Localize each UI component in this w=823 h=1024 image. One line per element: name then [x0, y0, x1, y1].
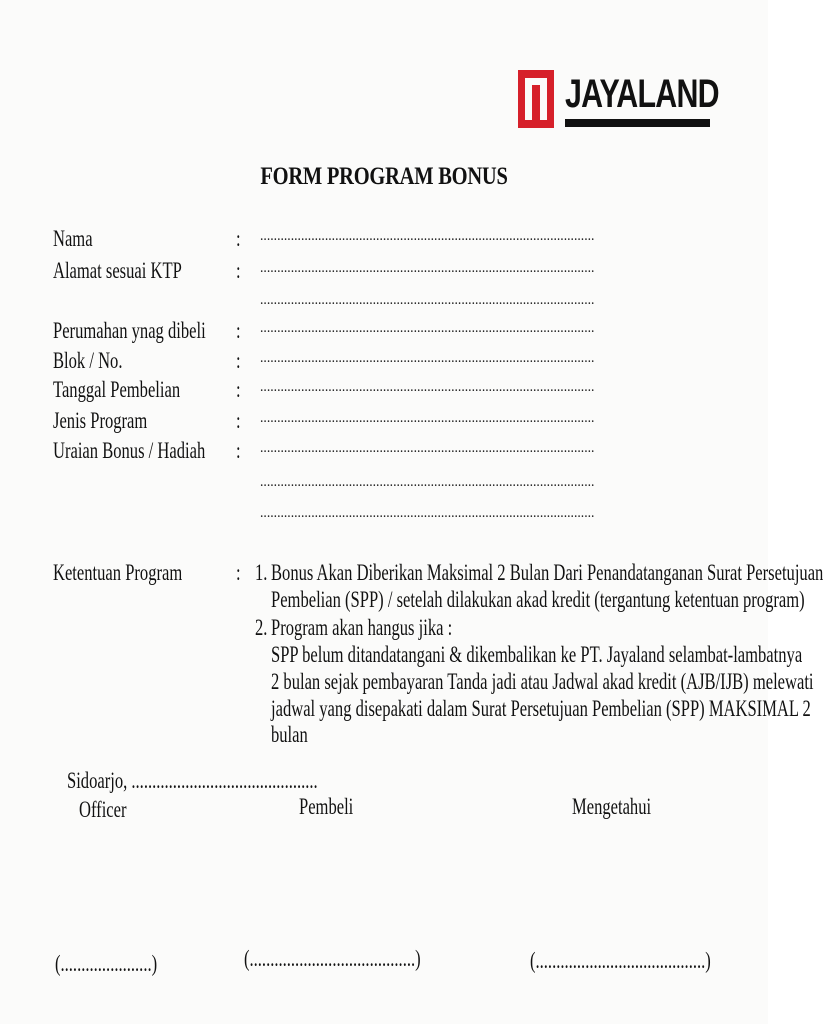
field-row-alamat-continued	[0, 290, 768, 320]
field-label: Alamat sesuai KTP	[53, 258, 182, 283]
logo-text: JAYALAND	[565, 72, 719, 116]
ketentuan-line: jadwal yang disepakati dalam Surat Persetujuan Pembelian (SPP) MAKSIMAL 2	[271, 696, 811, 721]
field-row-uraian-continued-2	[0, 503, 768, 533]
field-colon: :	[236, 348, 241, 373]
ketentuan-line: Pembelian (SPP) / setelah dilakukan akad kredit (tergantung ketentuan program)	[271, 587, 805, 612]
field-row-uraian-bonus	[0, 438, 768, 468]
field-label: Uraian Bonus / Hadiah	[53, 438, 206, 463]
logo-underline	[565, 119, 710, 127]
field-label: Nama	[53, 226, 93, 251]
ketentuan-item-number: 2.	[255, 615, 268, 640]
field-blank[interactable]: ..................................................................................................	[260, 440, 595, 456]
field-row-uraian-continued-1	[0, 472, 768, 502]
field-label: Perumahan ynag dibeli	[53, 318, 206, 343]
field-blank[interactable]: ..................................................................................................	[260, 320, 595, 336]
field-label: Jenis Program	[53, 408, 148, 433]
field-blank[interactable]: ..................................................................................................	[260, 260, 595, 276]
field-blank[interactable]: ..................................................................................................	[260, 474, 595, 490]
field-row-perumahan	[0, 318, 768, 348]
ketentuan-line: Program akan hangus jika :	[271, 615, 453, 640]
field-row-blok	[0, 348, 768, 378]
officer-signature-blank[interactable]: (......................)	[55, 951, 158, 976]
field-colon: :	[236, 377, 241, 402]
field-blank[interactable]: ..................................................................................................	[260, 379, 595, 395]
field-row-jenis-program	[0, 408, 768, 438]
field-blank[interactable]: ..................................................................................................	[260, 228, 595, 244]
ketentuan-line: bulan	[271, 722, 308, 747]
pembeli-signature-blank[interactable]: (........................................)	[244, 946, 421, 971]
field-colon: :	[236, 258, 241, 283]
field-colon: :	[236, 318, 241, 343]
field-blank[interactable]: ..................................................................................................	[260, 505, 595, 521]
field-colon: :	[236, 438, 241, 463]
field-colon: :	[236, 408, 241, 433]
pembeli-label: Pembeli	[299, 794, 354, 819]
ketentuan-line: Bonus Akan Diberikan Maksimal 2 Bulan Dari Penandatanganan Surat Persetujuan	[271, 560, 823, 585]
ketentuan-line: SPP belum ditandatangani & dikembalikan ke PT. Jayaland selambat-lambatnya	[271, 642, 803, 667]
ketentuan-label: Ketentuan Program	[53, 560, 183, 585]
field-colon: :	[236, 226, 241, 251]
ketentuan-item-number: 1.	[255, 560, 268, 585]
jayaland-logo-icon	[518, 70, 554, 128]
field-label: Blok / No.	[53, 348, 123, 373]
officer-label: Officer	[79, 797, 127, 822]
ketentuan-colon: :	[236, 560, 241, 585]
field-row-nama	[0, 226, 768, 256]
mengetahui-signature-blank[interactable]: (.........................................)	[530, 948, 711, 973]
ketentuan-line: 2 bulan sejak pembayaran Tanda jadi atau Jadwal akad kredit (AJB/IJB) melewati	[271, 669, 814, 694]
field-blank[interactable]: ..................................................................................................	[260, 292, 595, 308]
place-date: Sidoarjo, .............................................	[67, 768, 318, 793]
field-blank[interactable]: ..................................................................................................	[260, 410, 595, 426]
mengetahui-label: Mengetahui	[572, 794, 652, 819]
field-row-tanggal	[0, 377, 768, 407]
form-title: FORM PROGRAM BONUS	[260, 163, 508, 190]
field-row-alamat	[0, 258, 768, 288]
field-blank[interactable]: ..................................................................................................	[260, 350, 595, 366]
field-label: Tanggal Pembelian	[53, 377, 181, 402]
